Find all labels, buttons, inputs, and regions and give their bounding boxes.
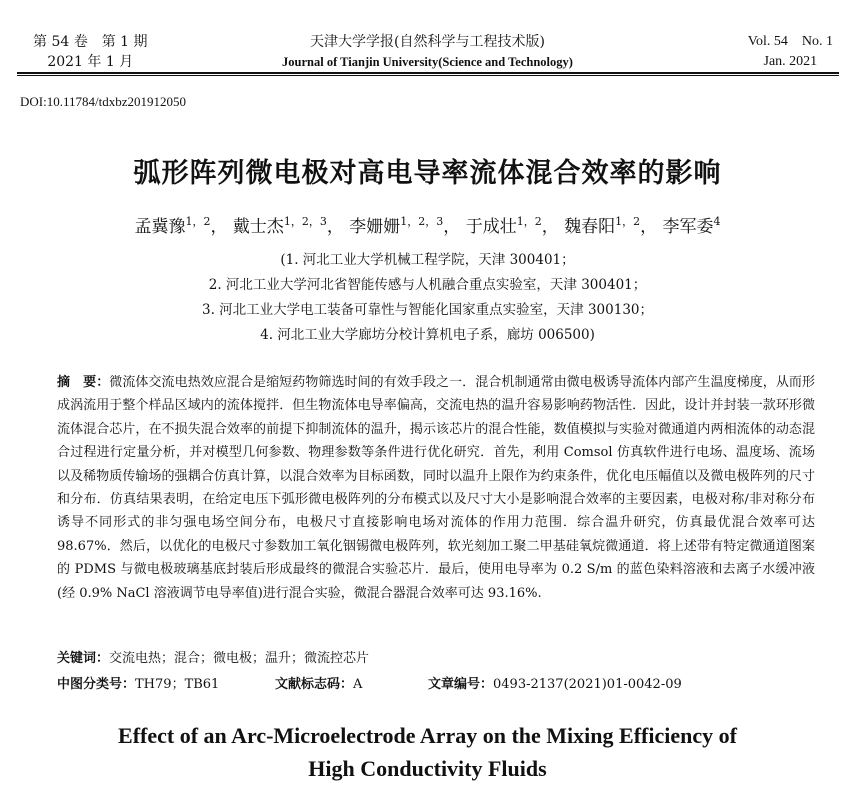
volume-issue-en: Vol. 54 No. 1 — [747, 34, 833, 49]
author-list — [0, 212, 855, 237]
abstract-label: 摘 要： — [57, 375, 110, 390]
volume-issue-cn: 第 54 卷 第 1 期 — [33, 34, 148, 50]
header-center — [0, 32, 855, 72]
doc-code-label: 文献标志码： — [275, 677, 354, 692]
journal-name-cn: 天津大学学报(自然科学与工程技术版) — [310, 34, 545, 50]
author: 孟冀豫$^{1,2}$， — [134, 215, 228, 237]
article-no-label: 文章编号： — [428, 677, 494, 692]
date-cn: 2021 年 1 月 — [47, 54, 134, 70]
keywords-label: 关键词： — [57, 651, 110, 666]
header-rule-thin — [17, 75, 839, 76]
affiliation-2: 2. 河北工业大学河北省智能传感与人机融合重点实验室，天津 300401； — [208, 277, 647, 293]
keywords-text: 交流电热；混合；微电极；温升；微流控芯片 — [109, 651, 370, 666]
title-en-line1: Effect of an Arc-Microelectrode Array on the Mixing Efficiency of — [118, 723, 737, 748]
paper-title-cn: 弧形阵列微电极对高电导率流体混合效率的影响 — [133, 158, 722, 189]
paper-title-en — [0, 719, 855, 785]
clc-value: TH79；TB61 — [135, 677, 220, 692]
affiliation-1: (1. 河北工业大学机械工程学院，天津 300401； — [280, 252, 575, 268]
date-en: Jan. 2021 — [763, 54, 818, 69]
doi[interactable]: DOI:10.11784/tdxbz201912050 — [20, 94, 186, 109]
abstract — [57, 371, 815, 605]
title-en-line2: High Conductivity Fluids — [308, 756, 547, 781]
running-header — [0, 30, 855, 70]
header-rule-thick — [17, 72, 839, 74]
article-no-value: 0493-2137(2021)01-0042-09 — [493, 677, 682, 692]
journal-name-en: Journal of Tianjin University(Science and Technology) — [282, 55, 573, 69]
affiliation-3: 3. 河北工业大学电工装备可靠性与智能化国家重点实验室，天津 300130； — [202, 302, 653, 318]
author: 魏春阳$^{1,2}$， — [564, 215, 658, 237]
classification-line — [57, 673, 815, 692]
abstract-text: 微流体交流电热效应混合是缩短药物筛选时间的有效手段之一．混合机制通常由微电极诱导流体内部产生温度梯度，从而形成涡流用于整个样品区域内的流体搅拌．但生物流体电导率偏高，交流电热的温升容易影响药物活性．因此，设计并封装一款环形微流体混合芯片，在不损失混合效率的前提下抑制流体的温升，揭示该芯片的混合性能，数值模拟与实验对微通道内两相流体的动态混合过程进行定量分析，并对模型几何参数、物理参数等条件进行优化研究．首先，利用 Comsol 仿真软件进行电场、温度场、流场以及稀物质传输场的强耦合仿真计算，以混合效率为目标函数，同时以温升上限作为约束条件，优化电压幅值以及微电极阵列的尺寸和分布．仿真结果表明，在给定电压下弧形微电极阵列的分布模式以及尺寸大小是影响混合效率的主要因素，电极对称/非对称分布诱导不同形式的非匀强电场空间分布，电极尺寸直接影响电场对流体的作用力范围．综合温升研究，仿真最优混合效率可达 98.67%．然后，以优化的电极尺寸参数加工氧化铟锡微电极阵列，软光刻加工聚二甲基硅氧烷微通道．将上述带有特定微通道图案的 PDMS 与微电极玻璃基底封装后形成最终的微混合实验芯片．最后，使用电导率为 0.2 S/m 的蓝色染料溶液和去离子水缓冲液(经 0.9% NaCl 溶液调节电导率值)进行混合实验，微混合器混合效率可达 93.16%. — [57, 375, 815, 601]
header-right — [748, 32, 833, 72]
affiliation-4: 4. 河北工业大学廊坊分校计算机电子系，廊坊 006500) — [260, 327, 595, 343]
doc-code-value: A — [353, 677, 363, 692]
author: 李军委$^4$ — [662, 215, 721, 237]
author: 于成壮$^{1,2}$， — [465, 215, 559, 237]
keywords — [57, 647, 815, 666]
author: 戴士杰$^{1,2,3}$， — [232, 215, 344, 237]
author: 李姗姗$^{1,2,3}$， — [349, 215, 461, 237]
clc-label: 中图分类号： — [57, 677, 136, 692]
